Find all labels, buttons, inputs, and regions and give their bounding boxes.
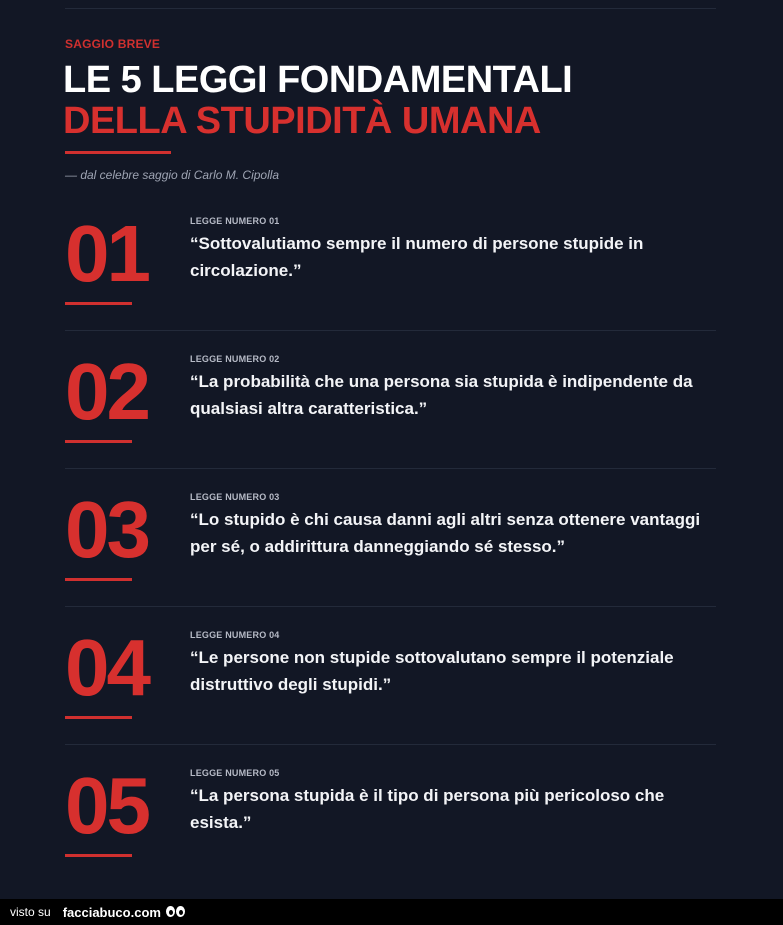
- law-label: LEGGE NUMERO 02: [190, 354, 280, 364]
- footer-site-link[interactable]: facciabuco.com: [62, 904, 161, 920]
- page-title-line-2: DELLA STUPIDITÀ UMANA: [63, 100, 541, 142]
- top-divider: [65, 8, 716, 9]
- law-quote: “La probabilità che una persona sia stupida è indipendente da qualsiasi altra caratteristica.”: [190, 372, 693, 418]
- page-subtitle: — dal celebre saggio di Carlo M. Cipolla: [65, 168, 280, 182]
- law-number-underline: [65, 716, 132, 719]
- law-number: 02: [65, 347, 148, 436]
- law-number-underline: [65, 302, 132, 305]
- law-number-underline: [65, 854, 132, 857]
- law-label: LEGGE NUMERO 05: [190, 768, 280, 778]
- law-item-02: [65, 331, 716, 469]
- law-number: 01: [65, 209, 148, 298]
- law-item-03: [65, 469, 716, 607]
- law-quote: “Lo stupido è chi causa danni agli altri senza ottenere vantaggi per sé, o addirittura danneggiando sé stesso.”: [190, 510, 701, 556]
- law-item-01: [65, 193, 716, 331]
- kicker-label: SAGGIO BREVE: [65, 37, 161, 51]
- watermark-footer: [0, 899, 783, 925]
- law-quote: “Le persone non stupide sottovalutano sempre il potenziale distruttivo degli stupidi.”: [190, 648, 674, 694]
- law-number: 05: [65, 761, 148, 850]
- law-number-underline: [65, 440, 132, 443]
- footer-prefix: visto su: [10, 905, 51, 919]
- title-accent-bar: [65, 151, 171, 154]
- law-label: LEGGE NUMERO 03: [190, 492, 280, 502]
- law-item-04: [65, 607, 716, 745]
- law-label: LEGGE NUMERO 04: [190, 630, 280, 640]
- law-label: LEGGE NUMERO 01: [190, 216, 280, 226]
- law-quote: “La persona stupida è il tipo di persona più pericoloso che esista.”: [190, 786, 665, 832]
- law-number: 03: [65, 485, 148, 574]
- law-item-05: [65, 745, 716, 883]
- googly-eyes-icon: [165, 904, 187, 920]
- page-title-line-1: LE 5 LEGGI FONDAMENTALI: [63, 59, 573, 101]
- law-number: 04: [65, 623, 148, 712]
- law-quote: “Sottovalutiamo sempre il numero di persone stupide in circolazione.”: [190, 234, 644, 280]
- law-number-underline: [65, 578, 132, 581]
